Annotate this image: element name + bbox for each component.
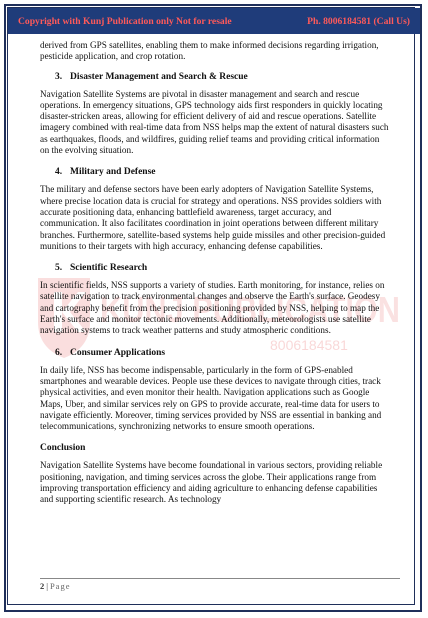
section-paragraph: In daily life, NSS has become indispensable, particularly in the form of GPS-enabled smartphones and wearable devices. People use these devices to navigate through cities, track physical activities, and even monitor their health. Navigation applications such as Google Maps, Uber, and similar services rely on GPS to provide accurate, real-time data for users to navigate efficiently. Moreover, timing services provided by NSS are essential in banking and telecommunications, synchronizing networks to ensure smooth operations. (40, 364, 382, 432)
section-heading (55, 262, 390, 274)
conclusion-paragraph: Navigation Satellite Systems have become foundational in various sectors, providing reliable positioning, navigation, and timing services across the globe. Their applications range from improving transportation efficiency and aiding agriculture to enhancing defense capabilities and supporting scientific research. As technology (40, 460, 383, 505)
section-paragraph: The military and defense sectors have been early adopters of Navigation Satellite Systems, where precise location data is crucial for strategy and operations. NSS provides soldiers with accurate positioning data, enhancing battlefield awareness, target accuracy, and communication. It also facilitates coordination in joint operations between different military branches. Furthermore, satellite-based systems help guide missiles and other precision-guided munitions to their targets with high accuracy, enhancing defense capabilities. (40, 184, 386, 251)
section-title: Military and Defense (70, 167, 156, 178)
footer-separator: | (46, 581, 48, 591)
section-number: 5. (55, 263, 63, 274)
conclusion-heading: Conclusion (40, 443, 86, 454)
intro-paragraph: derived from GPS satellites, enabling them to make informed decisions regarding irrigation, pesticide application, and crop rotation. (40, 40, 379, 62)
page-number: 2 (40, 581, 45, 591)
document-body (40, 40, 390, 516)
section-title: Scientific Research (70, 263, 148, 274)
section-title: Disaster Management and Search & Rescue (70, 71, 248, 82)
watermark-brand: KUNJ PUBLICATION (100, 289, 400, 330)
section-heading (55, 347, 390, 359)
section-number: 3. (55, 71, 63, 82)
section-paragraph: In scientific fields, NSS supports a variety of studies. Earth monitoring, for instance, relies on satellite navigation to track environmental changes and observe the Earth's surface. Geodesy and cartography benefit from the precision positioning provided by NSS, helping to map the Earth's surface and monitor tectonic movements. Additionally, meteorologists use satellite navigation systems to track weather patterns and study atmospheric conditions. (40, 280, 385, 336)
section-heading (55, 71, 390, 83)
section-heading (55, 166, 390, 178)
phone-notice: Ph. 8006184581 (Call Us) (307, 15, 410, 27)
page-footer (40, 578, 400, 591)
header-bar (8, 8, 420, 34)
section-number: 4. (55, 167, 63, 178)
page-label: Page (49, 581, 71, 591)
copyright-notice: Copyright with Kunj Publication only Not for resale (18, 15, 232, 27)
section-title: Consumer Applications (70, 347, 166, 358)
watermark-phone: 8006184581 (270, 337, 348, 353)
section-paragraph: Navigation Satellite Systems are pivotal in disaster management and search and rescue operations. In emergency situations, GPS technology aids first responders in quickly locating disaster-stricken areas, allowing for efficient delivery of aid and rescue operations. Satellite imagery combined with real-time data from NSS helps map the extent of natural disasters such as earthquakes, floods, and wildfires, guiding relief teams and providing critical information on the evolving situation. (40, 88, 389, 156)
section-number: 6. (55, 347, 63, 358)
